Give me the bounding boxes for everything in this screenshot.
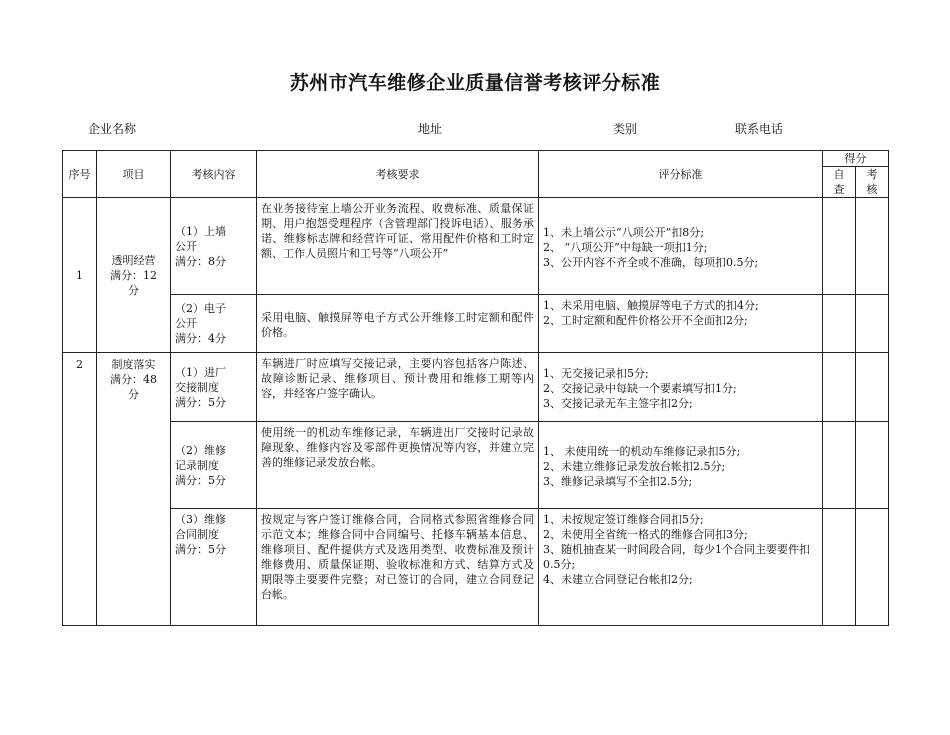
scoring-table <box>62 150 889 626</box>
header-assess-char: 核 <box>866 183 878 196</box>
row-standard: 1、 未使用统一的机动车维修记录扣5分; 2、未建立维修记录发放台帐扣2.5分; 3、维修记录填写不全扣2.5分; <box>539 422 823 509</box>
row-standard: 1、未按规定签订维修合同扣5分; 2、未使用全省统一格式的维修合同扣3分; 3、随机抽查某一时间段合同，每少1个合同主要要件扣0.5分; 4、未建立合同登记台帐扣2分; <box>539 509 823 626</box>
header-row <box>63 151 889 167</box>
assess-cell <box>856 198 889 295</box>
header-self-check-char: 查 <box>833 183 845 196</box>
header-item: 项目 <box>97 151 171 198</box>
header-self-check-char: 自 <box>833 168 845 181</box>
row-requirement: 采用电脑、触摸屏等电子方式公开维修工时定额和配件价格。 <box>257 295 539 353</box>
self-check-cell <box>823 353 856 422</box>
row-content: （3）维修 合同制度 满分：5分 <box>171 509 257 626</box>
self-check-cell <box>823 422 856 509</box>
row-standard: 1、未上墙公示“八项公开”扣8分; 2、 “八项公开”中每缺一项扣1分; 3、公开内容不齐全或不准确，每项扣0.5分; <box>539 198 823 295</box>
row-content: （1）进厂 交接制度 满分：5分 <box>171 353 257 422</box>
self-check-cell <box>823 509 856 626</box>
assess-cell <box>856 295 889 353</box>
row-requirement: 使用统一的机动车维修记录，车辆进出厂交接时记录故障现象、维修内容及零部件更换情况等内容，并建立完善的维修记录发放台帐。 <box>257 422 539 509</box>
row-standard: 1、未采用电脑、触摸屏等电子方式的扣4分; 2、工时定额和配件价格公开不全面扣2分; <box>539 295 823 353</box>
header-assess-char: 考 <box>866 168 878 181</box>
company-name-label: 企业名称 <box>88 122 137 136</box>
row-item: 制度落实 满分：48 分 <box>97 353 171 626</box>
row-content: （1）上墙 公开 满分：8分 <box>171 198 257 295</box>
row-content: （2）维修 记录制度 满分：5分 <box>171 422 257 509</box>
row-requirement: 按规定与客户签订维修合同，合同格式参照省维修合同示范文本；维修合同中合同编号、托修车辆基本信息、维修项目、配件提供方式及选用类型、收费标准及预计维修费用、质量保证期、验收标准和方式、结算方式及期限等主要要件完整；对已签订的合同，建立合同登记台帐。 <box>257 509 539 626</box>
address-label: 地址 <box>418 122 443 136</box>
row-seq: 1 <box>63 198 97 353</box>
category-label: 类别 <box>613 122 638 136</box>
assess-cell <box>856 422 889 509</box>
self-check-cell <box>823 295 856 353</box>
row-content: （2）电子 公开 满分：4分 <box>171 295 257 353</box>
header-assess <box>856 167 889 198</box>
phone-label: 联系电话 <box>735 122 784 136</box>
header-content: 考核内容 <box>171 151 257 198</box>
row-requirement: 在业务接待室上墙公开业务流程、收费标准、质量保证期、用户抱怨受理程序（含管理部门投诉电话）、服务承诺、维修标志牌和经营许可证、常用配件价格和工时定额、工作人员照片和工号等“八项公开” <box>257 198 539 295</box>
header-requirement: 考核要求 <box>257 151 539 198</box>
header-self-check <box>823 167 856 198</box>
row-item: 透明经营 满分：12 分 <box>97 198 171 353</box>
row-seq: 2 <box>63 353 97 626</box>
table-row <box>63 509 889 626</box>
page-title: 苏州市汽车维修企业质量信誉考核评分标准 <box>289 72 661 94</box>
table-row <box>63 295 889 353</box>
table-row <box>63 422 889 509</box>
self-check-cell <box>823 198 856 295</box>
header-seq: 序号 <box>63 151 97 198</box>
header-standard: 评分标准 <box>539 151 823 198</box>
header-score: 得分 <box>823 151 889 167</box>
assess-cell <box>856 509 889 626</box>
row-requirement: 车辆进厂时应填写交接记录，主要内容包括客户陈述、故障诊断记录、维修项目、预计费用和维修工期等内容，并经客户签字确认。 <box>257 353 539 422</box>
row-standard: 1、无交接记录扣5分; 2、交接记录中每缺一个要素填写扣1分; 3、交接记录无车主签字扣2分; <box>539 353 823 422</box>
assess-cell <box>856 353 889 422</box>
table-row <box>63 353 889 422</box>
table-row <box>63 198 889 295</box>
